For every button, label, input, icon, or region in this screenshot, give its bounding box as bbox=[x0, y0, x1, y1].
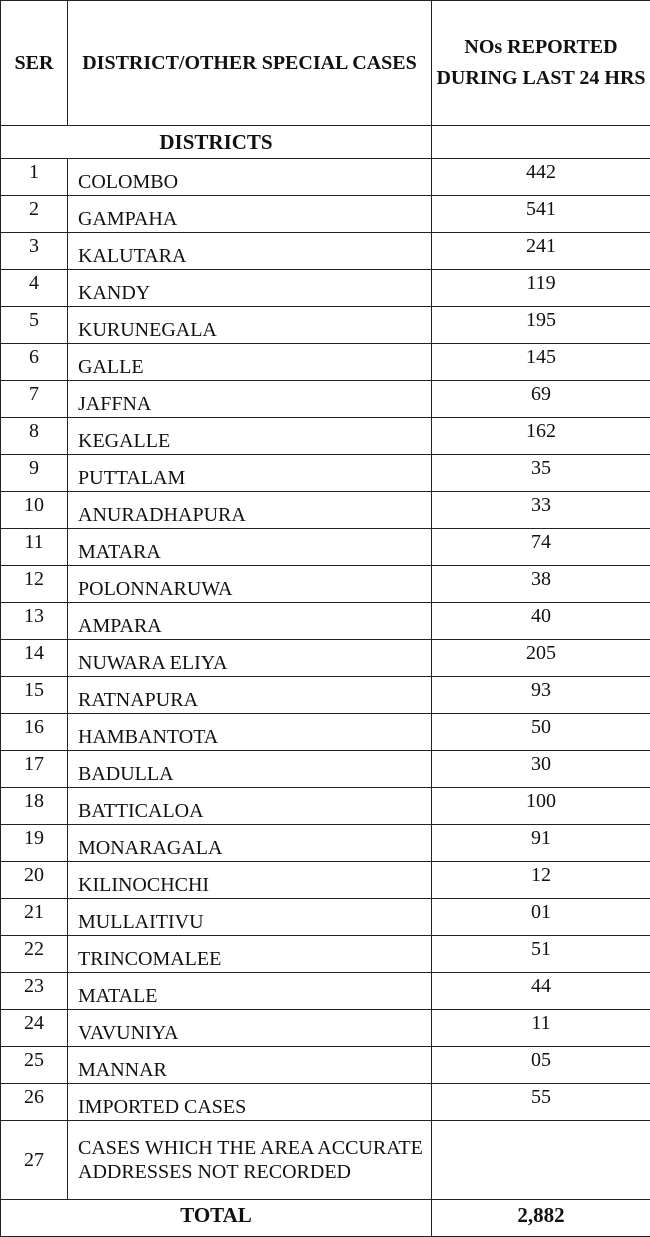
ser-cell: 5 bbox=[1, 307, 68, 344]
district-name-cell: GALLE bbox=[68, 344, 432, 381]
reported-count-cell: 145 bbox=[432, 344, 650, 381]
district-name-cell: IMPORTED CASES bbox=[68, 1084, 432, 1121]
table-row bbox=[1, 973, 650, 1010]
ser-cell: 27 bbox=[1, 1121, 68, 1200]
district-name-cell: CASES WHICH THE AREA ACCURATE ADDRESSES NOT RECORDED bbox=[68, 1121, 432, 1200]
table-row bbox=[1, 270, 650, 307]
table-row bbox=[1, 492, 650, 529]
district-name-cell: BATTICALOA bbox=[68, 788, 432, 825]
ser-cell: 9 bbox=[1, 455, 68, 492]
district-name-cell: MANNAR bbox=[68, 1047, 432, 1084]
reported-count-cell: 74 bbox=[432, 529, 650, 566]
district-name-cell: AMPARA bbox=[68, 603, 432, 640]
ser-cell: 14 bbox=[1, 640, 68, 677]
ser-cell: 1 bbox=[1, 159, 68, 196]
reported-count-cell: 69 bbox=[432, 381, 650, 418]
reported-count-cell: 91 bbox=[432, 825, 650, 862]
ser-cell: 4 bbox=[1, 270, 68, 307]
district-name-cell: KALUTARA bbox=[68, 233, 432, 270]
ser-cell: 8 bbox=[1, 418, 68, 455]
ser-header: SER bbox=[1, 1, 68, 126]
table-row bbox=[1, 344, 650, 381]
district-name-cell: PUTTALAM bbox=[68, 455, 432, 492]
reported-count-cell: 100 bbox=[432, 788, 650, 825]
ser-cell: 23 bbox=[1, 973, 68, 1010]
district-name-cell: TRINCOMALEE bbox=[68, 936, 432, 973]
ser-cell: 6 bbox=[1, 344, 68, 381]
district-name-cell: VAVUNIYA bbox=[68, 1010, 432, 1047]
reported-count-cell: 35 bbox=[432, 455, 650, 492]
reported-count-cell: 05 bbox=[432, 1047, 650, 1084]
district-name-cell: MONARAGALA bbox=[68, 825, 432, 862]
table-row bbox=[1, 233, 650, 270]
ser-cell: 26 bbox=[1, 1084, 68, 1121]
ser-cell: 20 bbox=[1, 862, 68, 899]
table-header-row bbox=[1, 1, 650, 126]
table-row bbox=[1, 159, 650, 196]
reported-count-cell: 93 bbox=[432, 677, 650, 714]
table-row bbox=[1, 455, 650, 492]
district-name-cell: GAMPAHA bbox=[68, 196, 432, 233]
table-row bbox=[1, 640, 650, 677]
total-label: TOTAL bbox=[1, 1200, 432, 1237]
table-row bbox=[1, 1084, 650, 1121]
table-row bbox=[1, 1010, 650, 1047]
district-name-cell: KURUNEGALA bbox=[68, 307, 432, 344]
total-row bbox=[1, 1200, 650, 1237]
reported-count-cell: 30 bbox=[432, 751, 650, 788]
ser-cell: 16 bbox=[1, 714, 68, 751]
reported-count-cell: 50 bbox=[432, 714, 650, 751]
reported-count-cell: 51 bbox=[432, 936, 650, 973]
reported-count-cell: 241 bbox=[432, 233, 650, 270]
ser-cell: 3 bbox=[1, 233, 68, 270]
ser-cell: 19 bbox=[1, 825, 68, 862]
ser-cell: 22 bbox=[1, 936, 68, 973]
ser-cell: 15 bbox=[1, 677, 68, 714]
ser-cell: 24 bbox=[1, 1010, 68, 1047]
table-row bbox=[1, 899, 650, 936]
district-name-cell: MATALE bbox=[68, 973, 432, 1010]
table-row bbox=[1, 714, 650, 751]
table-row bbox=[1, 381, 650, 418]
ser-cell: 18 bbox=[1, 788, 68, 825]
district-header: DISTRICT/OTHER SPECIAL CASES bbox=[68, 1, 432, 126]
district-name-cell: COLOMBO bbox=[68, 159, 432, 196]
district-name-cell: MATARA bbox=[68, 529, 432, 566]
reported-count-cell: 11 bbox=[432, 1010, 650, 1047]
table-row bbox=[1, 1121, 650, 1200]
district-name-cell: KILINOCHCHI bbox=[68, 862, 432, 899]
ser-cell: 21 bbox=[1, 899, 68, 936]
reported-header: NOs REPORTED DURING LAST 24 HRS bbox=[432, 1, 650, 126]
ser-cell: 10 bbox=[1, 492, 68, 529]
district-name-cell: HAMBANTOTA bbox=[68, 714, 432, 751]
table-row bbox=[1, 307, 650, 344]
reported-count-cell: 12 bbox=[432, 862, 650, 899]
reported-count-cell: 162 bbox=[432, 418, 650, 455]
table-row bbox=[1, 1047, 650, 1084]
section-row bbox=[1, 126, 650, 159]
ser-cell: 11 bbox=[1, 529, 68, 566]
district-name-cell: JAFFNA bbox=[68, 381, 432, 418]
table-row bbox=[1, 677, 650, 714]
table-row bbox=[1, 603, 650, 640]
ser-cell: 2 bbox=[1, 196, 68, 233]
district-name-cell: ANURADHAPURA bbox=[68, 492, 432, 529]
reported-count-cell: 205 bbox=[432, 640, 650, 677]
district-name-cell: MULLAITIVU bbox=[68, 899, 432, 936]
table-row bbox=[1, 196, 650, 233]
reported-count-cell: 01 bbox=[432, 899, 650, 936]
district-name-cell: RATNAPURA bbox=[68, 677, 432, 714]
table-row bbox=[1, 566, 650, 603]
district-name-cell: BADULLA bbox=[68, 751, 432, 788]
table-row bbox=[1, 936, 650, 973]
ser-cell: 17 bbox=[1, 751, 68, 788]
table-row bbox=[1, 825, 650, 862]
reported-count-cell: 33 bbox=[432, 492, 650, 529]
reported-count-cell: 38 bbox=[432, 566, 650, 603]
ser-cell: 12 bbox=[1, 566, 68, 603]
table-row bbox=[1, 862, 650, 899]
section-label: DISTRICTS bbox=[1, 126, 432, 159]
reported-count-cell: 442 bbox=[432, 159, 650, 196]
district-name-cell: KANDY bbox=[68, 270, 432, 307]
district-name-cell: NUWARA ELIYA bbox=[68, 640, 432, 677]
reported-count-cell: 40 bbox=[432, 603, 650, 640]
reported-count-cell: 55 bbox=[432, 1084, 650, 1121]
reported-count-cell: 119 bbox=[432, 270, 650, 307]
table-row bbox=[1, 751, 650, 788]
reported-count-cell: 195 bbox=[432, 307, 650, 344]
ser-cell: 7 bbox=[1, 381, 68, 418]
table-row bbox=[1, 788, 650, 825]
total-value: 2,882 bbox=[432, 1200, 650, 1237]
ser-cell: 25 bbox=[1, 1047, 68, 1084]
reported-count-cell: 44 bbox=[432, 973, 650, 1010]
table-row bbox=[1, 529, 650, 566]
reported-count-cell: 541 bbox=[432, 196, 650, 233]
ser-cell: 13 bbox=[1, 603, 68, 640]
section-empty-cell bbox=[432, 126, 650, 159]
reported-count-cell bbox=[432, 1121, 650, 1200]
district-name-cell: KEGALLE bbox=[68, 418, 432, 455]
district-name-cell: POLONNARUWA bbox=[68, 566, 432, 603]
table-row bbox=[1, 418, 650, 455]
